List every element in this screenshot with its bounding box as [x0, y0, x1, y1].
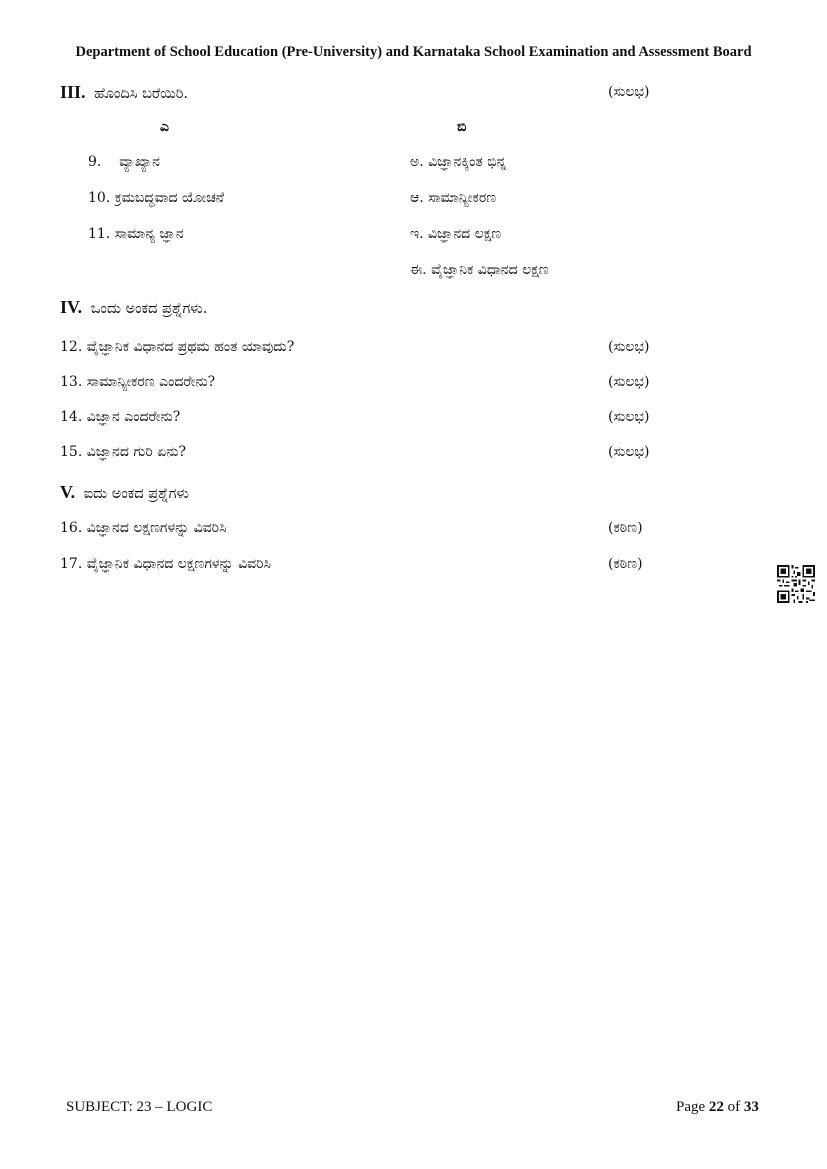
page-current: 22	[708, 1099, 724, 1115]
item-label: ಆ.	[410, 190, 424, 206]
item-text: ಸಾಮಾನ್ಯೀಕರಣ	[428, 190, 497, 206]
question-row	[60, 409, 180, 425]
section-5-number: V.	[60, 482, 76, 502]
question-difficulty: (ಕಠಿಣ)	[608, 520, 643, 536]
question-difficulty: (ಸುಲಭ)	[608, 409, 650, 425]
page-of: of	[727, 1099, 741, 1115]
question-number: 12.	[60, 339, 83, 355]
question-text: ಸಾಮಾನ್ಯೀಕರಣ ಎಂದರೇನು?	[86, 374, 216, 390]
question-row	[60, 444, 186, 460]
question-number: 15.	[60, 444, 83, 460]
question-number: 16.	[60, 520, 83, 536]
section-4-number: IV.	[60, 297, 83, 317]
item-text: ವಿಜ್ಞಾನಕ್ಕಿಂತ ಭಿನ್ನ	[428, 154, 507, 170]
section-4-heading	[60, 297, 207, 318]
page-total: 33	[743, 1099, 759, 1115]
section-5-heading	[60, 482, 189, 503]
item-number: 11.	[88, 226, 111, 242]
item-text: ಕ್ರಮಬದ್ಧವಾದ ಯೋಚನೆ	[114, 190, 225, 206]
section-5-title: ಐದು ಅಂಕದ ಪ್ರಶ್ನೆಗಳು	[83, 486, 189, 502]
question-number: 13.	[60, 374, 83, 390]
match-left-item	[88, 190, 224, 206]
question-difficulty: (ಸುಲಭ)	[608, 444, 650, 460]
question-difficulty: (ಕಠಿಣ)	[608, 556, 643, 572]
match-right-item	[410, 262, 549, 278]
item-number: 9.	[88, 154, 102, 170]
question-text: ವಿಜ್ಞಾನದ ಲಕ್ಷಣಗಳನ್ನು ವಿವರಿಸಿ	[86, 520, 227, 536]
section-4-title: ಒಂದು ಅಂಕದ ಪ್ರಶ್ನೆಗಳು.	[90, 301, 208, 317]
section-3-title: ಹೊಂದಿಸಿ ಬರೆಯಿರಿ.	[94, 86, 189, 102]
question-row	[60, 374, 215, 390]
footer-page-number	[676, 1099, 759, 1116]
page-header: Department of School Education (Pre-University) and Karnataka School Examination and Assessment Board	[75, 44, 752, 60]
question-number: 14.	[60, 409, 83, 425]
question-text: ವಿಜ್ಞಾನದ ಗುರಿ ಏನು?	[86, 444, 186, 460]
item-text: ವೈಜ್ಞಾನಿಕ ವಿಧಾನದ ಲಕ್ಷಣ	[431, 262, 549, 278]
match-right-item	[410, 190, 496, 206]
item-label: ಅ.	[410, 154, 424, 170]
match-right-item	[410, 154, 506, 170]
item-label: ಇ.	[410, 226, 424, 242]
column-a-heading: ಎ	[160, 119, 169, 135]
item-text: ಸಾಮಾನ್ಯ ಜ್ಞಾನ	[114, 226, 184, 242]
question-row	[60, 556, 271, 572]
question-row	[60, 520, 227, 536]
question-text: ವೈಜ್ಞಾನಿಕ ವಿಧಾನದ ಪ್ರಥಮ ಹಂತ ಯಾವುದು?	[86, 339, 295, 355]
question-text: ವಿಜ್ಞಾನ ಎಂದರೇನು?	[86, 409, 181, 425]
question-difficulty: (ಸುಲಭ)	[608, 339, 650, 355]
question-text: ವೈಜ್ಞಾನಿಕ ವಿಧಾನದ ಲಕ್ಷಣಗಳನ್ನು ವಿವರಿಸಿ	[86, 556, 271, 572]
match-left-item	[88, 226, 184, 242]
section-3-heading	[60, 82, 188, 103]
match-left-item	[88, 154, 160, 170]
question-number: 17.	[60, 556, 83, 572]
question-difficulty: (ಸುಲಭ)	[608, 374, 650, 390]
footer-subject: SUBJECT: 23 – LOGIC	[66, 1099, 213, 1115]
item-text: ವ್ಯಾಖ್ಯಾನ	[119, 154, 160, 170]
question-row	[60, 339, 294, 355]
section-3-number: III.	[60, 82, 86, 102]
item-number: 10.	[88, 190, 111, 206]
item-text: ವಿಜ್ಞಾನದ ಲಕ್ಷಣ	[428, 226, 502, 242]
match-right-item	[410, 226, 501, 242]
section-3-difficulty: (ಸುಲಭ)	[608, 84, 650, 100]
column-b-heading: ಬಿ	[457, 119, 467, 135]
qr-code-icon	[777, 565, 815, 603]
item-label: ಈ.	[410, 262, 427, 278]
page-prefix: Page	[676, 1099, 706, 1115]
